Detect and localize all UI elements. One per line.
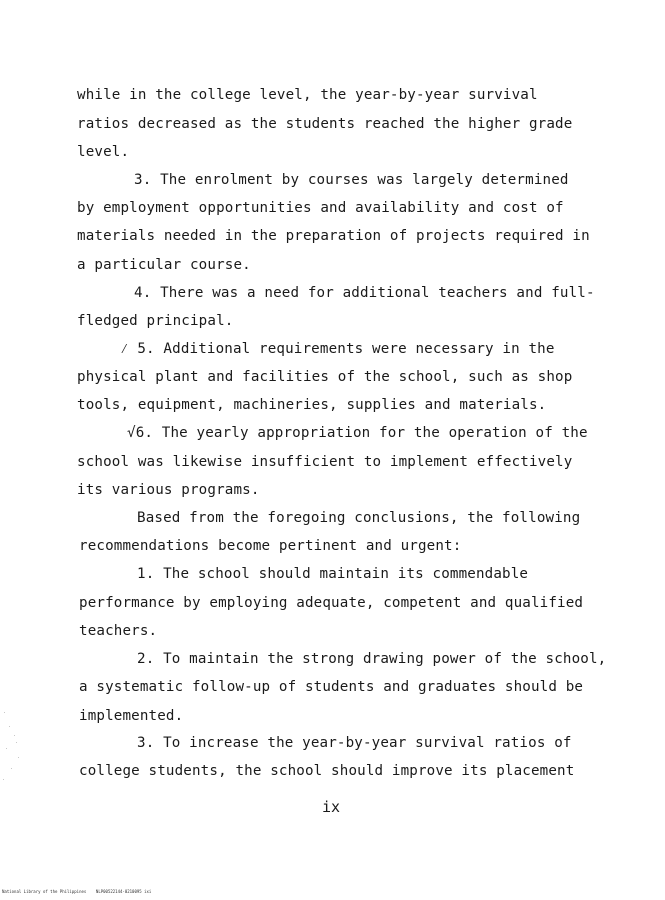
text-line: 4. There was a need for additional teachers and full- [134,285,595,301]
footer-stamp: National Library of the Philippines NLP00522144-0210095 ixi [2,889,152,894]
text-line: 3. To increase the year-by-year survival ratios of [137,735,572,751]
text-line: school was likewise insufficient to implement effectively [77,454,573,470]
text-line: materials needed in the preparation of projects required in [77,228,590,244]
text-line: a particular course. [77,257,251,273]
text-line: physical plant and facilities of the school, such as shop [77,369,573,385]
text-line: level. [77,144,130,160]
text-line: by employment opportunities and availability and cost of [77,200,564,216]
text-line: 1. The school should maintain its commendable [137,566,529,582]
text-line: college students, the school should improve its placement [79,763,575,779]
text-line: implemented. [79,708,184,724]
text-line: ratios decreased as the students reached the higher grade [77,116,573,132]
text-line: recommendations become pertinent and urgent: [79,538,462,554]
text-line: a systematic follow-up of students and graduates should be [79,679,584,695]
text-line: performance by employing adequate, competent and qualified [79,595,584,611]
text-line: fledged principal. [77,313,234,329]
text-line: 3. The enrolment by courses was largely determined [134,172,569,188]
text-line: √6. The yearly appropriation for the operation of the [127,425,588,441]
page-number: ix [322,798,341,816]
text-line: ⁄ 5. Additional requirements were necessary in the [120,341,555,357]
text-line: Based from the foregoing conclusions, the following [137,510,581,526]
text-line: teachers. [79,623,158,639]
text-line: while in the college level, the year-by-year survival [77,87,538,103]
text-line: 2. To maintain the strong drawing power of the school, [137,651,607,667]
text-line: tools, equipment, machineries, supplies and materials. [77,397,547,413]
text-line: its various programs. [77,482,260,498]
